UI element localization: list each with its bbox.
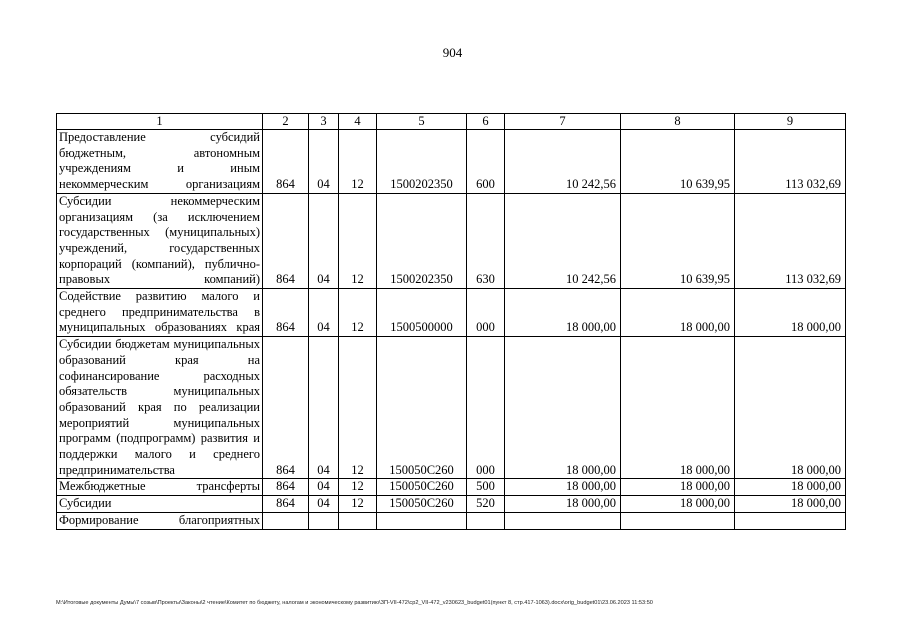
cell-expense-type: 500 <box>467 479 505 496</box>
cell-amount-9: 113 032,69 <box>735 193 846 288</box>
header-cell: 8 <box>621 114 735 130</box>
cell-subsection: 12 <box>339 130 377 194</box>
cell-amount-7: 18 000,00 <box>505 289 621 337</box>
cell-expense-type: 000 <box>467 337 505 479</box>
cell-amount-7: 10 242,56 <box>505 130 621 194</box>
cell-section: 04 <box>309 479 339 496</box>
cell-expense-type: 520 <box>467 496 505 513</box>
header-cell: 2 <box>263 114 309 130</box>
cell-target-article <box>377 512 467 529</box>
row-description: Субсидии бюджетам муниципальных образований края на софинансирование расходных обязательств муниципальных образований края по реализации мероприятий муниципальных программ (подпрограмм) развития и поддержки малого и среднего предпринимательства <box>57 337 263 479</box>
header-cell: 3 <box>309 114 339 130</box>
cell-subsection <box>339 512 377 529</box>
budget-table <box>56 113 846 530</box>
cell-admin-code <box>263 512 309 529</box>
cell-expense-type: 600 <box>467 130 505 194</box>
cell-expense-type: 000 <box>467 289 505 337</box>
header-cell: 6 <box>467 114 505 130</box>
cell-target-article: 1500202350 <box>377 193 467 288</box>
cell-subsection: 12 <box>339 289 377 337</box>
cell-amount-8: 18 000,00 <box>621 289 735 337</box>
cell-amount-7: 18 000,00 <box>505 337 621 479</box>
row-description: Субсидии некоммерческим организациям (за исключением государственных (муниципальных) учреждений, государственных корпораций (компаний), публично-правовых компаний) <box>57 193 263 288</box>
cell-amount-9: 18 000,00 <box>735 496 846 513</box>
cell-amount-7: 18 000,00 <box>505 496 621 513</box>
cell-amount-7: 18 000,00 <box>505 479 621 496</box>
cell-admin-code: 864 <box>263 496 309 513</box>
table-row <box>57 193 846 288</box>
header-cell: 9 <box>735 114 846 130</box>
cell-amount-7 <box>505 512 621 529</box>
table-row <box>57 337 846 479</box>
table-row <box>57 130 846 194</box>
cell-amount-9 <box>735 512 846 529</box>
header-cell: 4 <box>339 114 377 130</box>
table-header-row <box>57 114 846 130</box>
cell-admin-code: 864 <box>263 337 309 479</box>
cell-amount-7: 10 242,56 <box>505 193 621 288</box>
cell-subsection: 12 <box>339 337 377 479</box>
cell-amount-9: 18 000,00 <box>735 289 846 337</box>
row-description: Содействие развитию малого и среднего предпринимательства в муниципальных образованиях края <box>57 289 263 337</box>
cell-section <box>309 512 339 529</box>
cell-amount-9: 18 000,00 <box>735 479 846 496</box>
cell-expense-type: 630 <box>467 193 505 288</box>
cell-expense-type <box>467 512 505 529</box>
cell-subsection: 12 <box>339 193 377 288</box>
cell-subsection: 12 <box>339 496 377 513</box>
cell-admin-code: 864 <box>263 479 309 496</box>
cell-section: 04 <box>309 337 339 479</box>
cell-target-article: 150050С260 <box>377 479 467 496</box>
cell-admin-code: 864 <box>263 193 309 288</box>
footer-file-path: M:\Итоговые документы Думы\7 созыв\Проекты\Законы\2 чтение\Комитет по бюджету, налогам и экономическому развитию\ЗП-VII-472\ср2_VII-472_v230623_budget01(пункт 8, стр.417-1063).docx\orig_budget01\23.06.2023 11:53:50 <box>56 600 653 606</box>
cell-section: 04 <box>309 130 339 194</box>
cell-admin-code: 864 <box>263 289 309 337</box>
cell-admin-code: 864 <box>263 130 309 194</box>
row-description: Межбюджетные трансферты <box>57 479 263 496</box>
cell-target-article: 1500500000 <box>377 289 467 337</box>
cell-section: 04 <box>309 193 339 288</box>
cell-amount-8: 18 000,00 <box>621 496 735 513</box>
cell-target-article: 150050С260 <box>377 337 467 479</box>
cell-amount-8: 18 000,00 <box>621 337 735 479</box>
cell-section: 04 <box>309 289 339 337</box>
cell-amount-9: 113 032,69 <box>735 130 846 194</box>
cell-amount-8: 10 639,95 <box>621 193 735 288</box>
cell-target-article: 150050С260 <box>377 496 467 513</box>
cell-amount-8: 18 000,00 <box>621 479 735 496</box>
table-row <box>57 479 846 496</box>
row-description: Формирование благоприятных <box>57 512 263 529</box>
cell-subsection: 12 <box>339 479 377 496</box>
cell-amount-8: 10 639,95 <box>621 130 735 194</box>
row-description: Предоставление субсидий бюджетным, автономным учреждениям и иным некоммерческим организациям <box>57 130 263 194</box>
header-cell: 5 <box>377 114 467 130</box>
row-description: Субсидии <box>57 496 263 513</box>
cell-target-article: 1500202350 <box>377 130 467 194</box>
header-cell: 1 <box>57 114 263 130</box>
table-row <box>57 496 846 513</box>
header-cell: 7 <box>505 114 621 130</box>
page-number: 904 <box>442 45 463 60</box>
table-row <box>57 289 846 337</box>
cell-amount-8 <box>621 512 735 529</box>
cell-section: 04 <box>309 496 339 513</box>
cell-amount-9: 18 000,00 <box>735 337 846 479</box>
table-row <box>57 512 846 529</box>
